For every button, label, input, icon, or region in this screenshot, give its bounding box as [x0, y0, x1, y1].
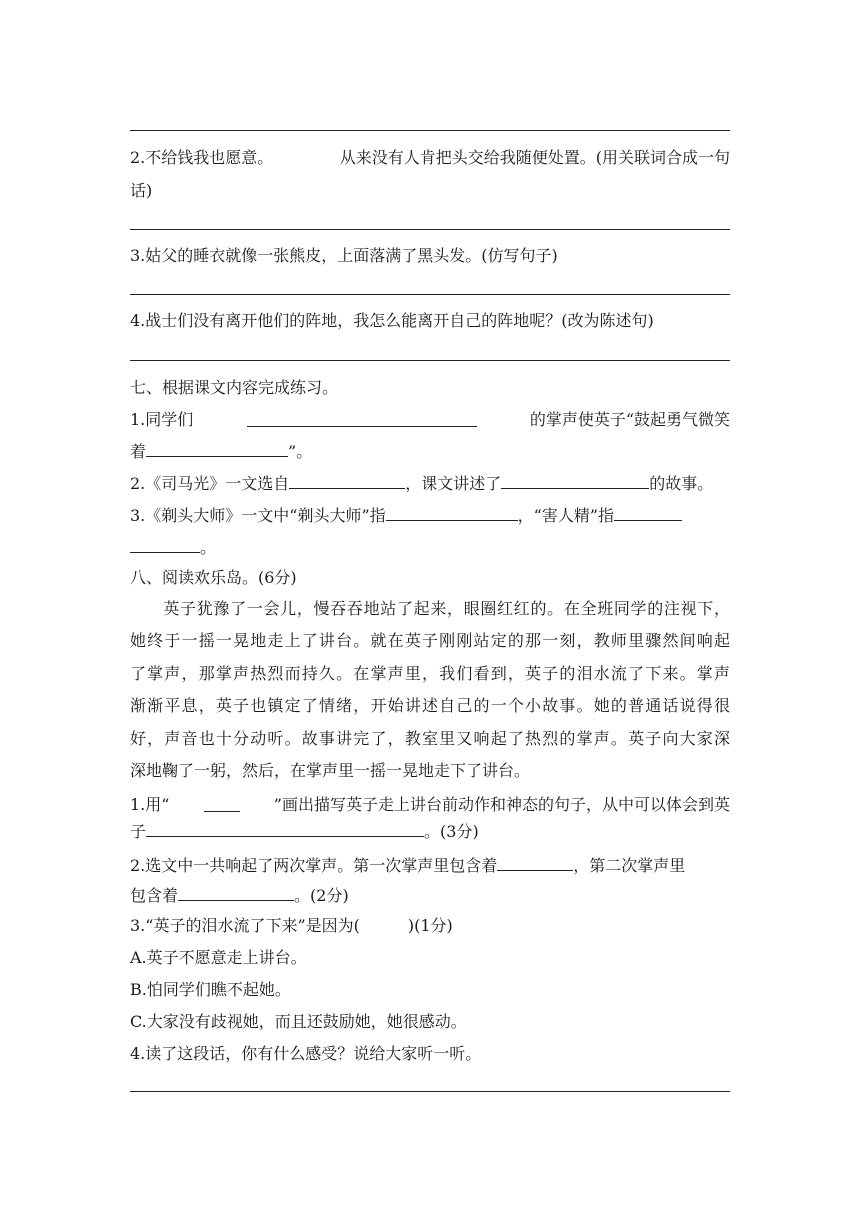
answer-line	[130, 229, 730, 230]
fill-blank[interactable]	[614, 503, 682, 521]
section-8-question-1-continued	[130, 819, 479, 843]
fill-blank[interactable]	[386, 503, 518, 521]
s8-q2-text-b: ，第二次掌声里	[573, 856, 686, 875]
s7-item-1-text-c: 着	[130, 442, 147, 461]
s7-item-1-text-a: 1.同学们	[130, 410, 194, 429]
section-8-question-4: 4.读了这段话，你有什么感受？说给大家听一听。	[130, 1044, 482, 1063]
passage-line: 深地鞠了一躬，然后，在掌声里一摇一晃地走下了讲台。	[130, 760, 531, 780]
question-2	[130, 147, 730, 169]
fill-blank[interactable]	[130, 535, 200, 553]
answer-line	[130, 130, 730, 131]
s7-item-2-text-b: ，课文讲述了	[405, 474, 502, 493]
passage-line: 她终于一摇一晃地走上了讲台。就在英子刚刚站定的那一刻，教师里骤然间响起	[130, 631, 730, 651]
section-7-title: 七、根据课文内容完成练习。	[130, 378, 339, 397]
section-8-question-1	[130, 794, 730, 816]
s7-item-1-text-b: 的掌声使英子“鼓起勇气微笑	[529, 410, 730, 429]
section-7-item-3	[130, 503, 682, 527]
s8-q2-text-c: 包含着	[130, 886, 179, 905]
option-b[interactable]: B.怕同学们瞧不起她。	[130, 980, 291, 999]
fill-blank[interactable]	[204, 794, 240, 812]
s7-item-2-text-a: 2.《司马光》一文选自	[130, 474, 290, 493]
option-c[interactable]: C.大家没有歧视她，而且还鼓励她，她很感动。	[130, 1012, 467, 1031]
section-8-question-3: 3.“英子的泪水流了下来”是因为( )(1分)	[130, 916, 453, 935]
question-2-text-b: 从来没有人肯把头交给我随便处置。(用关联词合成一句	[339, 148, 730, 167]
section-8-title: 八、阅读欢乐岛。(6分)	[130, 568, 297, 587]
passage-line: 了掌声，那掌声热烈而持久。在掌声里，我们看到，英子的泪水流了下来。掌声	[130, 663, 730, 683]
fill-blank[interactable]	[146, 439, 288, 457]
fill-blank[interactable]	[501, 471, 649, 489]
section-7-item-3-continued	[130, 535, 216, 559]
s7-item-1-text-d: ”。	[288, 442, 313, 461]
question-4: 4.战士们没有离开他们的阵地，我怎么能离开自己的阵地呢？(改为陈述句)	[130, 311, 654, 330]
s7-item-3-text-a: 3.《剃头大师》一文中“剃头大师”指	[130, 506, 386, 525]
question-2-continued: 话)	[130, 181, 153, 200]
s8-q1-text-a: 1.用“	[130, 795, 170, 814]
answer-line	[130, 360, 730, 361]
fill-blank[interactable]	[146, 819, 424, 837]
option-a[interactable]: A.英子不愿意走上讲台。	[130, 948, 307, 967]
section-8-question-2-continued	[130, 883, 349, 907]
fill-blank[interactable]	[247, 409, 477, 427]
section-8-question-2	[130, 853, 685, 877]
fill-blank[interactable]	[497, 853, 573, 871]
s8-q2-text-d: 。(2分)	[294, 886, 349, 905]
section-7-item-2	[130, 471, 713, 495]
s8-q2-text-a: 2.选文中一共响起了两次掌声。第一次掌声里包含着	[130, 856, 498, 875]
section-7-item-1	[130, 409, 730, 431]
s7-item-3-end: 。	[200, 538, 217, 557]
s7-item-2-text-c: 的故事。	[649, 474, 714, 493]
s8-q1-text-d: 。(3分)	[424, 822, 479, 841]
answer-line	[130, 294, 730, 295]
s7-item-3-text-b: ，“害人精”指	[517, 506, 615, 525]
section-7-item-1-continued	[130, 439, 312, 463]
reading-passage	[130, 593, 730, 787]
fill-blank[interactable]	[178, 883, 294, 901]
passage-line: 好，声音也十分动听。故事讲完了，教室里又响起了热烈的掌声。英子向大家深	[130, 728, 730, 748]
passage-line: 渐渐平息，英子也镇定了情绪，开始讲述自己的一个小故事。她的普通话说得很	[130, 696, 730, 716]
answer-line	[130, 1091, 730, 1092]
s8-q1-text-b: ”画出描写英子走上讲台前动作和神态的句子，从中可以体会到英	[273, 795, 730, 814]
fill-blank[interactable]	[289, 471, 405, 489]
passage-line: 英子犹豫了一会儿，慢吞吞地站了起来，眼圈红红的。在全班同学的注视下，	[130, 599, 730, 618]
question-2-text-a: 2.不给钱我也愿意。	[130, 148, 274, 167]
question-3: 3.姑父的睡衣就像一张熊皮，上面落满了黑头发。(仿写句子)	[130, 246, 558, 265]
s8-q1-text-c: 子	[130, 822, 147, 841]
